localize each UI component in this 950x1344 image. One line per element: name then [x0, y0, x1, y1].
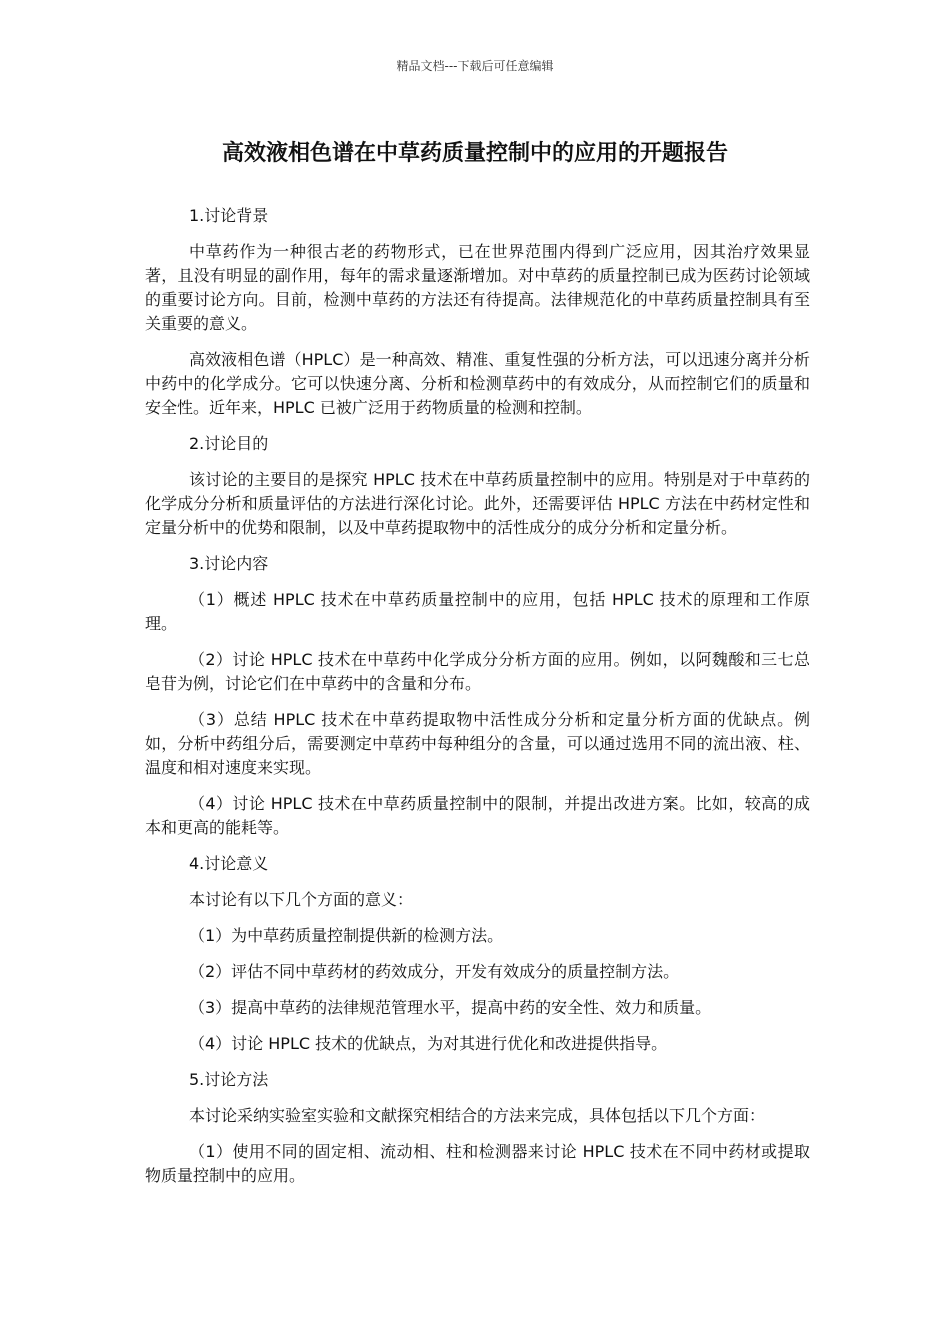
- section-heading-methods: 5.讨论方法: [189, 1070, 269, 1089]
- paragraph: 本讨论采纳实验室实验和文献探究相结合的方法来完成，具体包括以下几个方面：: [189, 1106, 766, 1125]
- list-item: （1）使用不同的固定相、流动相、柱和检测器来讨论 HPLC 技术在不同中药材或提取物质量控制中的应用。: [145, 1142, 810, 1185]
- paragraph: 中草药作为一种很古老的药物形式，已在世界范围内得到广泛应用，因其治疗效果显著，且没有明显的副作用，每年的需求量逐渐增加。对中草药的质量控制已成为医药讨论领域的重要讨论方向。目前，检测中草药的方法还有待提高。法律规范化的中草药质量控制具有至关重要的意义。: [145, 242, 810, 333]
- paragraph: 该讨论的主要目的是探究 HPLC 技术在中草药质量控制中的应用。特别是对于中草药的化学成分分析和质量评估的方法进行深化讨论。此外，还需要评估 HPLC 方法在中药材定性和定量分析中的优势和限制，以及中草药提取物中的活性成分的成分分析和定量分析。: [145, 470, 810, 537]
- list-item: （2）讨论 HPLC 技术在中草药中化学成分分析方面的应用。例如，以阿魏酸和三七总皂苷为例，讨论它们在中草药中的含量和分布。: [145, 650, 810, 693]
- header-note: 精品文档---下载后可任意编辑: [396, 59, 554, 73]
- list-item: （4）讨论 HPLC 技术在中草药质量控制中的限制，并提出改进方案。比如，较高的成本和更高的能耗等。: [145, 794, 810, 837]
- paragraph: 高效液相色谱（HPLC）是一种高效、精准、重复性强的分析方法，可以迅速分离并分析中药中的化学成分。它可以快速分离、分析和检测草药中的有效成分，从而控制它们的质量和安全性。近年来，HPLC 已被广泛用于药物质量的检测和控制。: [145, 350, 810, 417]
- document-body: [145, 204, 810, 1200]
- list-item: （3）提高中草药的法律规范管理水平，提高中药的安全性、效力和质量。: [189, 998, 712, 1017]
- list-item: （4）讨论 HPLC 技术的优缺点，为对其进行优化和改进提供指导。: [189, 1034, 668, 1053]
- section-heading-background: 1.讨论背景: [189, 206, 269, 225]
- list-item: （3）总结 HPLC 技术在中草药提取物中活性成分分析和定量分析方面的优缺点。例如，分析中药组分后，需要测定中草药中每种组分的含量，可以通过选用不同的流出液、柱、温度和相对速度来实现。: [145, 710, 810, 777]
- section-heading-purpose: 2.讨论目的: [189, 434, 269, 453]
- paragraph: 本讨论有以下几个方面的意义：: [189, 890, 414, 909]
- list-item: （1）概述 HPLC 技术在中草药质量控制中的应用，包括 HPLC 技术的原理和工作原理。: [145, 590, 810, 633]
- list-item: （1）为中草药质量控制提供新的检测方法。: [189, 926, 504, 945]
- list-item: （2）评估不同中草药材的药效成分，开发有效成分的质量控制方法。: [189, 962, 680, 981]
- document-title: 高效液相色谱在中草药质量控制中的应用的开题报告: [221, 141, 728, 166]
- section-heading-content: 3.讨论内容: [189, 554, 269, 573]
- section-heading-significance: 4.讨论意义: [189, 854, 269, 873]
